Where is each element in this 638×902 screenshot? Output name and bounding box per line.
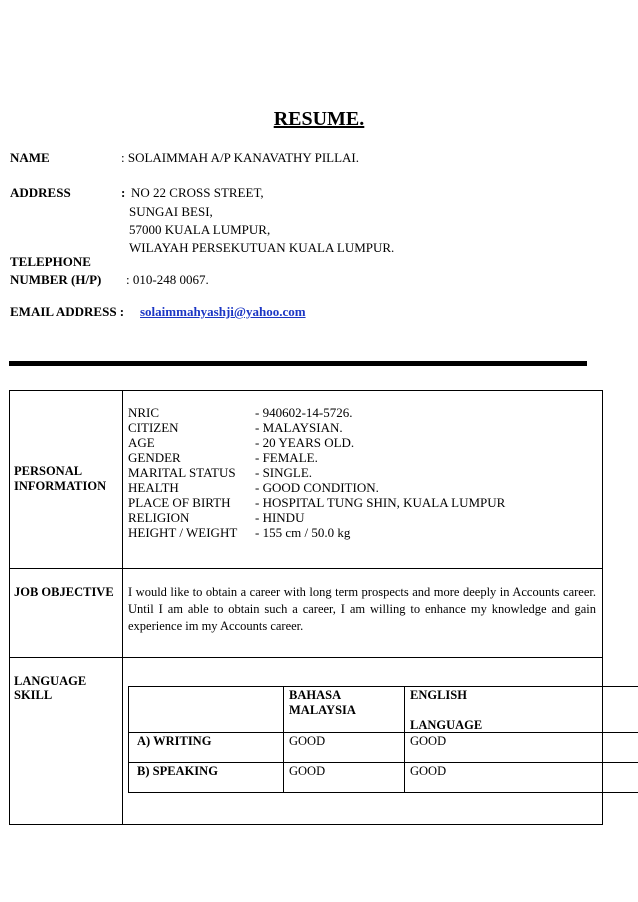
personal-key: GENDER	[128, 450, 181, 465]
personal-value: - FEMALE.	[255, 450, 318, 465]
personal-value: - GOOD CONDITION.	[255, 480, 379, 495]
lang-table-border	[128, 686, 129, 793]
lang-level-en: GOOD	[410, 734, 447, 748]
lang-skill: A) WRITING	[137, 734, 212, 748]
email-label: EMAIL ADDRESS :	[10, 304, 125, 319]
personal-key: NRIC	[128, 405, 160, 420]
section-divider	[9, 361, 587, 366]
lang-table-border	[128, 792, 638, 793]
address-line-3: 57000 KUALA LUMPUR,	[129, 222, 271, 237]
lang-table-border	[128, 686, 638, 687]
personal-value: - 940602-14-5726.	[255, 405, 353, 420]
lang-level-bm: GOOD	[289, 764, 326, 778]
personal-label-2: INFORMATION	[14, 479, 107, 493]
personal-value: - SINGLE.	[255, 465, 313, 480]
table-column-divider	[122, 390, 123, 824]
name-label: NAME	[10, 150, 50, 165]
lang-skill: B) SPEAKING	[137, 764, 218, 778]
language-label-2: SKILL	[14, 688, 53, 702]
language-label-1: LANGUAGE	[14, 674, 87, 688]
page-title: RESUME.	[273, 108, 365, 130]
personal-key: RELIGION	[128, 510, 190, 525]
lang-header-bm-2: MALAYSIA	[289, 703, 356, 717]
lang-table-border	[128, 732, 638, 733]
objective-label: JOB OBJECTIVE	[14, 585, 114, 599]
objective-text: I would like to obtain a career with long term prospects and more deeply in Accounts career. Until I am able to obtain such a career, I am willing to enhance my knowledge and gain experience im my Accounts career.	[128, 585, 596, 633]
personal-key: HEIGHT / WEIGHT	[128, 525, 238, 540]
personal-value: - HOSPITAL TUNG SHIN, KUALA LUMPUR	[255, 495, 506, 510]
email-link[interactable]: solaimmahyashji@yahoo.com	[140, 304, 306, 319]
lang-header-bm-1: BAHASA	[289, 688, 342, 702]
personal-key: MARITAL STATUS	[128, 465, 236, 480]
personal-key: PLACE OF BIRTH	[128, 495, 231, 510]
lang-level-en: GOOD	[410, 764, 447, 778]
address-colon: :	[121, 185, 126, 200]
personal-value: - 20 YEARS OLD.	[255, 435, 355, 450]
lang-table-border	[128, 762, 638, 763]
lang-table-border	[283, 686, 284, 793]
lang-table-border	[404, 686, 405, 793]
personal-value: - 155 cm / 50.0 kg	[255, 525, 351, 540]
address-label: ADDRESS	[10, 185, 71, 200]
address-line-2: SUNGAI BESI,	[129, 204, 213, 219]
personal-value: - HINDU	[255, 510, 305, 525]
address-line-1: NO 22 CROSS STREET,	[131, 185, 264, 200]
lang-header-en-2: LANGUAGE	[410, 718, 483, 732]
address-line-4: WILAYAH PERSEKUTUAN KUALA LUMPUR.	[129, 240, 395, 255]
personal-key: CITIZEN	[128, 420, 179, 435]
personal-key: AGE	[128, 435, 155, 450]
table-row-divider	[9, 657, 602, 658]
table-row-divider	[9, 568, 602, 569]
telephone-label-2: NUMBER (H/P)	[10, 272, 102, 287]
lang-header-en-1: ENGLISH	[410, 688, 467, 702]
telephone-value: : 010-248 0067.	[126, 272, 209, 287]
personal-key: HEALTH	[128, 480, 179, 495]
telephone-label-1: TELEPHONE	[10, 254, 91, 269]
name-value: : SOLAIMMAH A/P KANAVATHY PILLAI.	[121, 150, 359, 165]
personal-value: - MALAYSIAN.	[255, 420, 343, 435]
lang-level-bm: GOOD	[289, 734, 326, 748]
personal-label-1: PERSONAL	[14, 464, 83, 478]
